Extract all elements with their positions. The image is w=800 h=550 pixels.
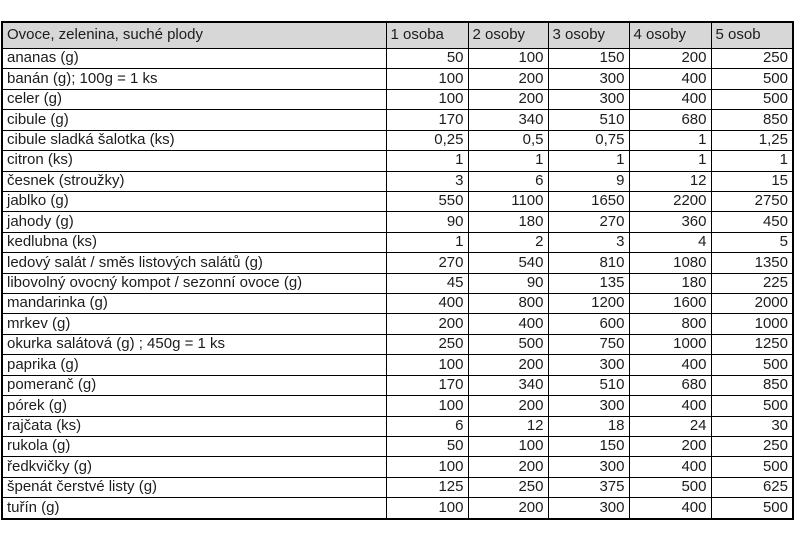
- table-row: [2, 171, 793, 191]
- value-cell: 3: [386, 171, 468, 191]
- value-cell: 340: [468, 110, 548, 130]
- value-cell: 200: [468, 396, 548, 416]
- value-cell: 400: [629, 457, 711, 477]
- value-cell: 200: [629, 437, 711, 457]
- value-cell: 150: [548, 437, 629, 457]
- value-cell: 200: [629, 49, 711, 69]
- table-row: [2, 110, 793, 130]
- value-cell: 170: [386, 375, 468, 395]
- value-cell: 360: [629, 212, 711, 232]
- value-cell: 100: [468, 49, 548, 69]
- table-row: [2, 375, 793, 395]
- value-cell: 100: [386, 69, 468, 89]
- table-row: [2, 89, 793, 109]
- value-cell: 1600: [629, 294, 711, 314]
- value-cell: 2: [468, 232, 548, 252]
- value-cell: 12: [629, 171, 711, 191]
- value-cell: 500: [711, 498, 793, 519]
- value-cell: 2200: [629, 191, 711, 211]
- value-cell: 90: [468, 273, 548, 293]
- value-cell: 625: [711, 477, 793, 497]
- value-cell: 0,25: [386, 130, 468, 150]
- row-label: cibule (g): [2, 110, 386, 130]
- value-cell: 400: [468, 314, 548, 334]
- value-cell: 180: [468, 212, 548, 232]
- value-cell: 500: [711, 69, 793, 89]
- value-cell: 1100: [468, 191, 548, 211]
- header-col-1-osoba: 1 osoba: [386, 22, 468, 49]
- value-cell: 15: [711, 171, 793, 191]
- row-label: paprika (g): [2, 355, 386, 375]
- header-col-4-osoby: 4 osoby: [629, 22, 711, 49]
- row-label: kedlubna (ks): [2, 232, 386, 252]
- row-label: ledový salát / směs listových salátů (g): [2, 253, 386, 273]
- value-cell: 800: [629, 314, 711, 334]
- food-quantity-table-sheet: [1, 21, 794, 520]
- row-label: okurka salátová (g) ; 450g = 1 ks: [2, 334, 386, 354]
- value-cell: 340: [468, 375, 548, 395]
- value-cell: 1: [468, 151, 548, 171]
- row-label: česnek (stroužky): [2, 171, 386, 191]
- table-row: [2, 232, 793, 252]
- table-row: [2, 396, 793, 416]
- table-row: [2, 49, 793, 69]
- value-cell: 850: [711, 110, 793, 130]
- header-row: [2, 22, 793, 49]
- value-cell: 400: [629, 69, 711, 89]
- value-cell: 510: [548, 110, 629, 130]
- value-cell: 5: [711, 232, 793, 252]
- header-col-2-osoby: 2 osoby: [468, 22, 548, 49]
- value-cell: 810: [548, 253, 629, 273]
- value-cell: 100: [468, 437, 548, 457]
- table-row: [2, 416, 793, 436]
- value-cell: 550: [386, 191, 468, 211]
- value-cell: 1,25: [711, 130, 793, 150]
- value-cell: 0,5: [468, 130, 548, 150]
- value-cell: 1: [629, 151, 711, 171]
- value-cell: 1200: [548, 294, 629, 314]
- value-cell: 300: [548, 89, 629, 109]
- value-cell: 0,75: [548, 130, 629, 150]
- value-cell: 1: [548, 151, 629, 171]
- value-cell: 6: [468, 171, 548, 191]
- row-label: citron (ks): [2, 151, 386, 171]
- table-row: [2, 191, 793, 211]
- value-cell: 9: [548, 171, 629, 191]
- value-cell: 100: [386, 498, 468, 519]
- value-cell: 1: [386, 232, 468, 252]
- header-category-title: Ovoce, zelenina, suché plody: [2, 22, 386, 49]
- value-cell: 200: [468, 69, 548, 89]
- food-quantity-table: [1, 21, 794, 520]
- value-cell: 100: [386, 457, 468, 477]
- value-cell: 4: [629, 232, 711, 252]
- value-cell: 18: [548, 416, 629, 436]
- value-cell: 540: [468, 253, 548, 273]
- row-label: libovolný ovocný kompot / sezonní ovoce (g): [2, 273, 386, 293]
- table-row: [2, 477, 793, 497]
- value-cell: 400: [629, 498, 711, 519]
- value-cell: 270: [386, 253, 468, 273]
- value-cell: 400: [629, 355, 711, 375]
- row-label: cibule sladká šalotka (ks): [2, 130, 386, 150]
- row-label: jahody (g): [2, 212, 386, 232]
- value-cell: 50: [386, 49, 468, 69]
- table-row: [2, 253, 793, 273]
- value-cell: 1650: [548, 191, 629, 211]
- value-cell: 800: [468, 294, 548, 314]
- value-cell: 400: [629, 89, 711, 109]
- value-cell: 2750: [711, 191, 793, 211]
- value-cell: 2000: [711, 294, 793, 314]
- value-cell: 6: [386, 416, 468, 436]
- table-row: [2, 334, 793, 354]
- row-label: pórek (g): [2, 396, 386, 416]
- value-cell: 450: [711, 212, 793, 232]
- value-cell: 200: [468, 89, 548, 109]
- value-cell: 1: [386, 151, 468, 171]
- value-cell: 1250: [711, 334, 793, 354]
- row-label: mrkev (g): [2, 314, 386, 334]
- value-cell: 500: [711, 355, 793, 375]
- value-cell: 24: [629, 416, 711, 436]
- row-label: jablko (g): [2, 191, 386, 211]
- value-cell: 50: [386, 437, 468, 457]
- value-cell: 500: [711, 457, 793, 477]
- value-cell: 250: [468, 477, 548, 497]
- value-cell: 1000: [629, 334, 711, 354]
- row-label: banán (g); 100g = 1 ks: [2, 69, 386, 89]
- table-row: [2, 437, 793, 457]
- table-header: [2, 22, 793, 49]
- value-cell: 510: [548, 375, 629, 395]
- value-cell: 200: [468, 498, 548, 519]
- value-cell: 1080: [629, 253, 711, 273]
- table-row: [2, 151, 793, 171]
- row-label: ředkvičky (g): [2, 457, 386, 477]
- row-label: špenát čerstvé listy (g): [2, 477, 386, 497]
- value-cell: 500: [629, 477, 711, 497]
- value-cell: 270: [548, 212, 629, 232]
- value-cell: 100: [386, 396, 468, 416]
- row-label: pomeranč (g): [2, 375, 386, 395]
- value-cell: 300: [548, 396, 629, 416]
- table-row: [2, 212, 793, 232]
- value-cell: 125: [386, 477, 468, 497]
- value-cell: 30: [711, 416, 793, 436]
- value-cell: 150: [548, 49, 629, 69]
- value-cell: 135: [548, 273, 629, 293]
- row-label: rukola (g): [2, 437, 386, 457]
- value-cell: 300: [548, 498, 629, 519]
- value-cell: 170: [386, 110, 468, 130]
- value-cell: 400: [386, 294, 468, 314]
- header-col-3-osoby: 3 osoby: [548, 22, 629, 49]
- value-cell: 90: [386, 212, 468, 232]
- value-cell: 375: [548, 477, 629, 497]
- value-cell: 100: [386, 355, 468, 375]
- value-cell: 200: [386, 314, 468, 334]
- table-row: [2, 294, 793, 314]
- value-cell: 680: [629, 375, 711, 395]
- value-cell: 3: [548, 232, 629, 252]
- value-cell: 250: [386, 334, 468, 354]
- value-cell: 850: [711, 375, 793, 395]
- value-cell: 750: [548, 334, 629, 354]
- value-cell: 300: [548, 457, 629, 477]
- value-cell: 1000: [711, 314, 793, 334]
- value-cell: 600: [548, 314, 629, 334]
- value-cell: 200: [468, 355, 548, 375]
- value-cell: 300: [548, 69, 629, 89]
- value-cell: 500: [468, 334, 548, 354]
- value-cell: 1: [629, 130, 711, 150]
- row-label: ananas (g): [2, 49, 386, 69]
- table-row: [2, 498, 793, 519]
- row-label: tuřín (g): [2, 498, 386, 519]
- value-cell: 1350: [711, 253, 793, 273]
- table-row: [2, 273, 793, 293]
- table-row: [2, 355, 793, 375]
- table-row: [2, 457, 793, 477]
- table-row: [2, 314, 793, 334]
- value-cell: 250: [711, 437, 793, 457]
- row-label: celer (g): [2, 89, 386, 109]
- value-cell: 250: [711, 49, 793, 69]
- value-cell: 500: [711, 396, 793, 416]
- table-row: [2, 69, 793, 89]
- value-cell: 200: [468, 457, 548, 477]
- value-cell: 500: [711, 89, 793, 109]
- value-cell: 300: [548, 355, 629, 375]
- value-cell: 680: [629, 110, 711, 130]
- value-cell: 225: [711, 273, 793, 293]
- table-row: [2, 130, 793, 150]
- value-cell: 1: [711, 151, 793, 171]
- row-label: mandarinka (g): [2, 294, 386, 314]
- value-cell: 400: [629, 396, 711, 416]
- value-cell: 12: [468, 416, 548, 436]
- value-cell: 45: [386, 273, 468, 293]
- value-cell: 180: [629, 273, 711, 293]
- table-body: [2, 49, 793, 520]
- value-cell: 100: [386, 89, 468, 109]
- header-col-5-osob: 5 osob: [711, 22, 793, 49]
- row-label: rajčata (ks): [2, 416, 386, 436]
